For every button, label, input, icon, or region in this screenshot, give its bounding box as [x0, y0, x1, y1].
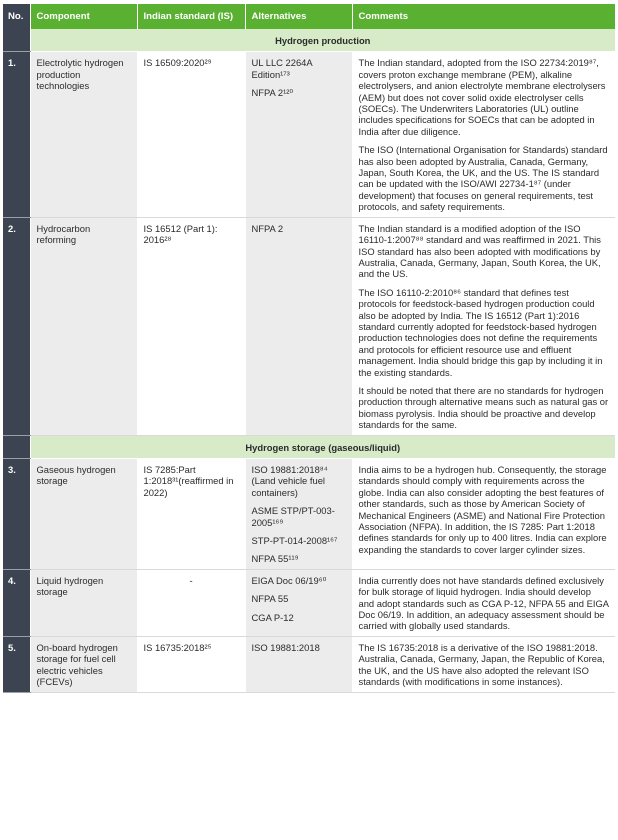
section-title: Hydrogen production — [30, 29, 615, 52]
row-comments — [352, 52, 615, 217]
table-header-row — [3, 4, 615, 29]
alternative-item: NFPA 55 — [251, 593, 289, 605]
comment-paragraph: The Indian standard, adopted from the ISO 22734:2019⁸⁷, covers proton exchange membrane (PEM), alkaline electrolysers, and anion electrolyte membrane electrolysers (AEM) but does not cover solid oxide electrolyser cells (SOECs). The Underwriters Laboratories (UL) outline includes specifications for SOECs that can be adopted in India after due diligence. — [358, 57, 606, 137]
header-indian-standard: Indian standard (IS) — [137, 4, 245, 29]
alternative-item: ISO 19881:2018 — [251, 641, 320, 653]
row-component: Hydrocarbon reforming — [30, 217, 137, 435]
alternative-item: CGA P-12 — [251, 611, 294, 623]
row-component: Gaseous hydrogen storage — [30, 459, 137, 570]
row-indian-standard: IS 16735:2018²⁵ — [137, 636, 245, 692]
row-component: Electrolytic hydrogen production technologies — [30, 52, 137, 217]
row-number: 2. — [3, 217, 30, 435]
row-number: 5. — [3, 636, 30, 692]
row-comments — [352, 217, 615, 435]
row-indian-standard: IS 16512 (Part 1): 2016²⁸ — [137, 217, 245, 435]
comment-paragraph: India aims to be a hydrogen hub. Consequently, the storage standards should comply with requirements across the globe. India can also consider adopting the best features of other standards, such as those by American Society of Mechanical Engineers (ASME) and National Fire Protection Association (NFPA). In addition, the IS 7285: Part 1:2018 defines standards for only up to 400 litres. India can explore expanding the standards to cover larger cylinder sizes. — [358, 464, 607, 555]
comment-paragraph: The Indian standard is a modified adoption of the ISO 16110-1:2007⁸⁸ standard and was reaffirmed in 2021. This ISO standard has also been adopted with modifications by Australia, Canada, Germany, Japan, South Korea, the UK, and the US. — [358, 222, 601, 280]
comment-paragraph: The ISO 16110-2:2010⁸⁶ standard that defines test protocols for feedstock-based hydrogen production could also be adopted by India. The IS 16512 (Part 1):2016 standard currently adopted for feedstock-based hydrogen production technologies does not define the requirements and protocols for efficient resource use and effluent management. India should bridge this gap by including it in the existing standards. — [358, 286, 603, 378]
row-component: On-board hydrogen storage for fuel cell electric vehicles (FCEVs) — [30, 636, 137, 692]
comment-paragraph: The IS 16735:2018 is a derivative of the ISO 19881:2018. Australia, Canada, Germany, Japan, the Republic of Korea, the UK, and the US have also adopted the relevant ISO standards (with modifications in some instances). — [358, 641, 605, 688]
alternative-item: ASME STP/PT-003-2005¹⁶⁹ — [251, 505, 335, 528]
table-row — [3, 459, 615, 570]
row-number: 3. — [3, 459, 30, 570]
row-component: Liquid hydrogen storage — [30, 569, 137, 636]
row-alternatives — [245, 636, 352, 692]
standards-table — [3, 4, 615, 693]
row-number: 4. — [3, 569, 30, 636]
row-comments — [352, 636, 615, 692]
alternative-item: EIGA Doc 06/19⁶⁰ — [251, 574, 327, 586]
row-indian-standard: IS 7285:Part 1:2018³¹(reaffirmed in 2022) — [137, 459, 245, 570]
row-alternatives — [245, 459, 352, 570]
alternative-item: STP-PT-014-2008¹⁶⁷ — [251, 535, 338, 547]
row-alternatives — [245, 52, 352, 217]
row-comments — [352, 569, 615, 636]
section-title: Hydrogen storage (gaseous/liquid) — [30, 435, 615, 458]
comment-paragraph: It should be noted that there are no standards for hydrogen production through alternative means such as natural gas or biomass pyrolysis. India should be proactive and develop standards for the same. — [358, 384, 609, 431]
row-indian-standard: - — [137, 569, 245, 636]
row-alternatives — [245, 217, 352, 435]
row-indian-standard: IS 16509:2020²⁹ — [137, 52, 245, 217]
row-number: 1. — [3, 52, 30, 217]
table-row — [3, 52, 615, 217]
header-no: No. — [3, 4, 30, 29]
table-row — [3, 217, 615, 435]
alternative-item: NFPA 2¹²⁰ — [251, 87, 294, 99]
alternative-item: ISO 19881:2018⁸⁴ (Land vehicle fuel containers) — [251, 464, 328, 498]
header-component: Component — [30, 4, 137, 29]
header-alternatives: Alternatives — [245, 4, 352, 29]
header-comments: Comments — [352, 4, 615, 29]
section-row — [3, 435, 615, 458]
table-row — [3, 569, 615, 636]
alternative-item: NFPA 2 — [251, 222, 284, 234]
comment-paragraph: The ISO (International Organisation for Standards) standard has also been adopted by Australia, Canada, Germany, Japan, South Korea, the UK, and the US. The IS standard can be updated with the ISO/AWI 22734-1⁸⁷ (under development) that focuses on general requirements, test protocols, and safety requirements. — [358, 144, 608, 213]
alternative-item: UL LLC 2264A Edition¹⁷³ — [251, 57, 313, 80]
row-comments — [352, 459, 615, 570]
row-alternatives — [245, 569, 352, 636]
comment-paragraph: India currently does not have standards defined exclusively for bulk storage of liquid hydrogen. India should develop and adopt standards such as CGA P-12, NFPA 55 and EIGA Doc 06/19. In addition, an adequacy assessment should be carried with globally used standards. — [358, 574, 609, 632]
section-row — [3, 29, 615, 52]
alternative-item: NFPA 55¹¹⁹ — [251, 553, 299, 565]
section-no-cell — [3, 435, 30, 458]
table-row — [3, 636, 615, 692]
section-no-cell — [3, 29, 30, 52]
